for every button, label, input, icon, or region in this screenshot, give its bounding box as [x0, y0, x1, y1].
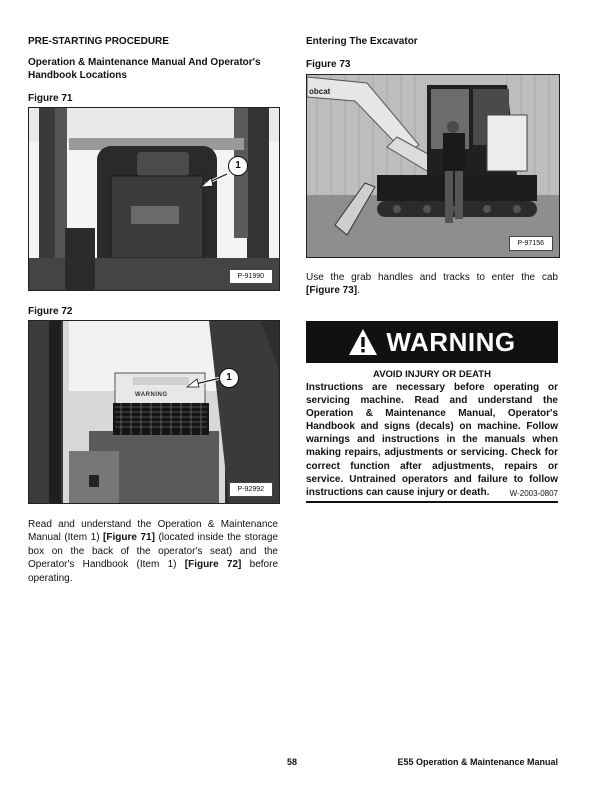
paragraph-text: Read and understand the Operation & Maintenance Manual (Item 1)	[28, 519, 278, 544]
figure-73-photo	[306, 74, 560, 258]
warning-title: AVOID INJURY OR DEATH	[373, 369, 491, 380]
warning-code: W-2003-0807	[509, 489, 558, 498]
figure-71-photo	[28, 107, 280, 291]
warning-banner	[306, 321, 558, 363]
paragraph-text: before operating.	[28, 559, 279, 584]
figure-72-callout: 1	[219, 368, 239, 388]
figure-72-photo	[28, 320, 280, 504]
paragraph-text: Use the grab handles and tracks to enter the cab	[306, 272, 558, 283]
paragraph-text: (located inside the storage box on the back of the operator's seat) and the Operator's Handbook (Item 1)	[28, 532, 278, 571]
right-instruction-paragraph	[306, 271, 558, 298]
figure-73-label: Figure 73	[306, 59, 351, 70]
warning-bottom-rule	[306, 501, 558, 503]
figure-73-machine-logo: obcat	[309, 87, 331, 96]
figure-71-callout: 1	[228, 156, 248, 176]
subsection-heading: Operation & Maintenance Manual And Operator's Handbook Locations	[28, 57, 261, 81]
figure-71-photo-id: P-91990	[229, 269, 273, 284]
left-instruction-paragraph	[28, 518, 278, 585]
warning-header-text: WARNING	[386, 326, 516, 357]
figure-73-photo-id: P-97156	[509, 236, 553, 251]
figure-72-photo-id: P-92992	[229, 482, 273, 497]
figure-72-decal-text: WARNING	[135, 392, 168, 398]
figure-73-reference: [Figure 73]	[306, 285, 358, 297]
right-heading: Entering The Excavator	[306, 36, 418, 47]
paragraph-text: .	[357, 285, 360, 297]
page-number: 58	[287, 757, 298, 767]
figure-71-label: Figure 71	[28, 93, 73, 104]
figure-72-label: Figure 72	[28, 306, 73, 317]
manual-title: E55 Operation & Maintenance Manual	[397, 757, 558, 767]
warning-body: Instructions are necessary before operating or servicing machine. Read and understand the Operation & Maintenance Manual, Operator's Handbook and signs (decals) on machine. Follow warnings and instructions in the manuals when making repairs, adjustments or servicing. Check for correct function after adjustments, repairs or service. Untrained operators and failure to follow instructions can cause injury or death.	[306, 382, 558, 498]
warning-triangle-icon	[348, 328, 378, 356]
figure-72-reference: [Figure 72]	[184, 559, 242, 571]
figure-71-reference: [Figure 71]	[103, 532, 155, 544]
section-heading: PRE-STARTING PROCEDURE	[28, 36, 169, 47]
